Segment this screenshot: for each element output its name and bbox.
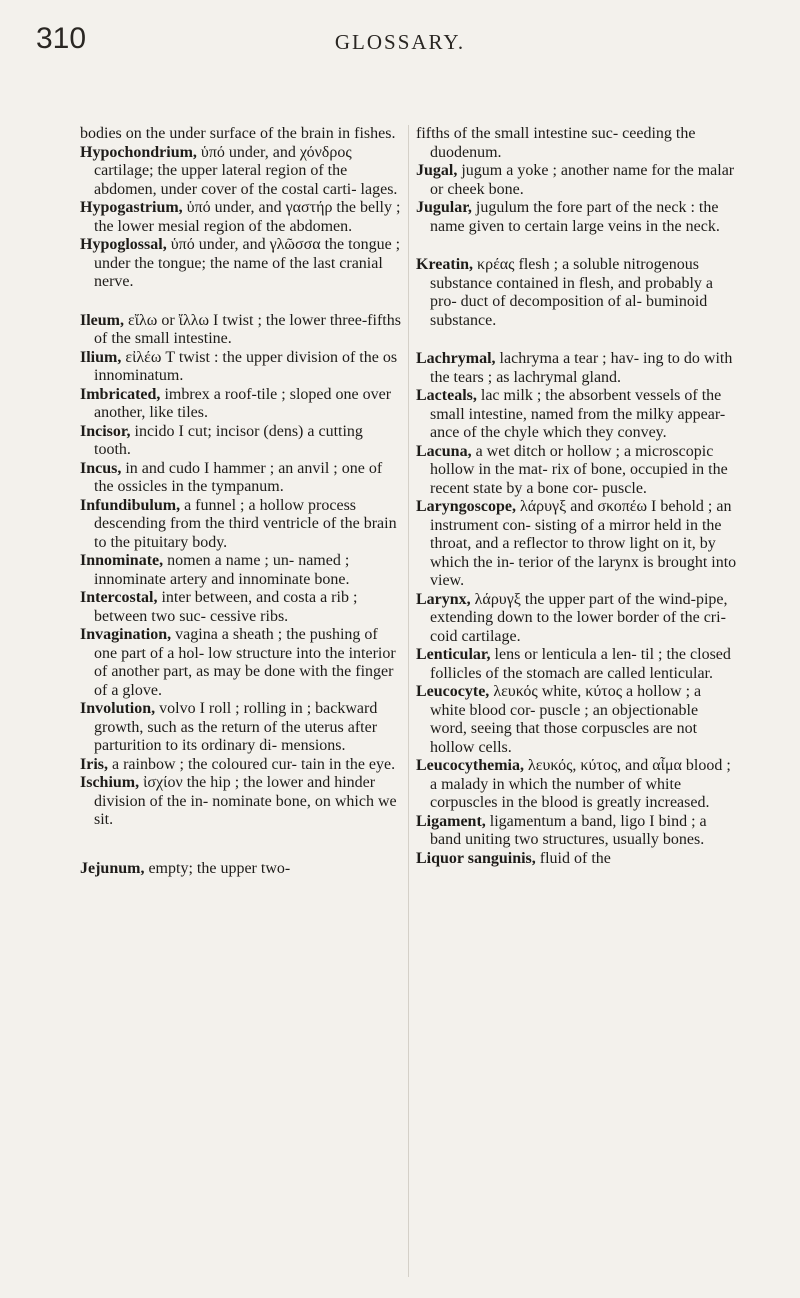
glossary-entry xyxy=(80,460,402,497)
column-divider xyxy=(408,125,409,1277)
entry-text: lachryma a tear ; hav- ing to do with the tears ; as lachrymal gland. xyxy=(430,350,733,386)
entry-text: ὑπό under, and γλῶσσα the tongue ; under the tongue; the name of the last cranial nerve. xyxy=(94,236,401,290)
entry-text: ἰσχίον the hip ; the lower and hinder division of the in- nominate bone, on which we sit. xyxy=(94,774,397,828)
entry-text: λάρυγξ and σκοπέω I behold ; an instrument con- sisting of a mirror held in the throat, and a reflector to throw light on it, by which the in- terior of the larynx is brought into view. xyxy=(430,498,737,589)
glossary-entry xyxy=(80,125,402,144)
entry-text: a wet ditch or hollow ; a microscopic hollow in the mat- rix of bone, occupied in the recent state by a bone cor- puscle. xyxy=(430,442,728,497)
glossary-entry xyxy=(416,199,738,236)
glossary-entry xyxy=(80,497,402,553)
entry-text: a funnel ; a hollow process descending from the third ventricle of the brain to the pituitary body. xyxy=(94,496,397,551)
entry-text: ὑπό under, and γαστήρ the belly ; the lower mesial region of the abdomen. xyxy=(94,199,401,235)
section-gap xyxy=(80,292,402,312)
entry-headword: Iris, xyxy=(80,755,108,773)
glossary-entry xyxy=(416,350,738,387)
entry-headword: Liquor sanguinis, xyxy=(416,849,536,867)
entry-headword: Imbricated, xyxy=(80,385,161,403)
entry-headword: Incus, xyxy=(80,459,122,477)
entry-headword: Laryngoscope, xyxy=(416,498,516,515)
section-gap xyxy=(416,236,738,256)
right-column xyxy=(416,125,738,868)
entry-headword: Lacuna, xyxy=(416,442,472,460)
section-gap xyxy=(416,330,738,350)
section-gap xyxy=(80,830,402,860)
entry-headword: Ligament, xyxy=(416,812,486,830)
glossary-entry xyxy=(80,236,402,292)
entry-headword: Intercostal, xyxy=(80,589,158,606)
glossary-entry xyxy=(80,423,402,460)
entry-text: jugulum the fore part of the neck : the name given to certain large veins in the neck. xyxy=(430,199,720,235)
entry-headword: Kreatin, xyxy=(416,256,474,273)
entry-headword: Invagination, xyxy=(80,626,172,643)
glossary-entry xyxy=(416,813,738,850)
entry-text: λευκός white, κύτος a hollow ; a white blood cor- puscle ; an objectionable word, seeing that those corpuscles are not hollow cells. xyxy=(430,683,702,756)
entry-headword: Jugal, xyxy=(416,162,458,179)
glossary-entry xyxy=(80,144,402,200)
glossary-entry xyxy=(416,757,738,813)
glossary-entry xyxy=(416,162,738,199)
entry-text: λευκός, κύτος, and αἷμα blood ; a malady in which the number of white corpuscles in the blood is greatly increased. xyxy=(430,757,731,811)
entry-text: εἰλέω T twist : the upper division of the os innominatum. xyxy=(94,348,398,384)
entry-headword: Lacteals, xyxy=(416,387,477,404)
entry-text: fluid of the xyxy=(535,849,611,867)
entry-text: empty; the upper two- xyxy=(144,859,291,877)
entry-headword: Lachrymal, xyxy=(416,350,496,367)
glossary-entry xyxy=(416,256,738,330)
glossary-entry xyxy=(416,125,738,162)
entry-headword: Lenticular, xyxy=(416,646,491,663)
glossary-entry xyxy=(80,860,402,879)
entry-headword: Hypochondrium, xyxy=(80,143,197,161)
entry-text: εἴλω or ἴλλω I twist ; the lower three-fifths of the small intestine. xyxy=(94,311,401,347)
glossary-entry xyxy=(416,850,738,869)
entry-headword: Leucocythemia, xyxy=(416,757,524,774)
entry-text: in and cudo I hammer ; an anvil ; one of the ossicles in the tympanum. xyxy=(94,459,383,495)
entry-headword: Leucocyte, xyxy=(416,683,490,700)
glossary-entry xyxy=(80,349,402,386)
left-column xyxy=(80,125,402,878)
entry-headword: Hypogastrium, xyxy=(80,199,183,216)
glossary-entry xyxy=(80,774,402,830)
running-title: GLOSSARY. xyxy=(334,30,466,54)
entry-text: inter between, and costa a rib ; between two suc- cessive ribs. xyxy=(94,589,358,625)
entry-headword: Ilium, xyxy=(80,348,122,366)
entry-headword: Ileum, xyxy=(80,311,124,329)
glossary-entry xyxy=(80,199,402,236)
glossary-entry xyxy=(80,626,402,700)
glossary-entry xyxy=(416,646,738,683)
page-number: 310 xyxy=(36,22,87,55)
entry-text: vagina a sheath ; the pushing of one part of a hol- low structure into the interior of another part, as may be done with the finger of a glove. xyxy=(94,626,396,699)
entry-text: lens or lenticula a len- til ; the closed follicles of the stomach are called lenticular. xyxy=(430,646,731,682)
glossary-entry xyxy=(80,589,402,626)
entry-text: fifths of the small intestine suc- ceeding the duodenum. xyxy=(416,125,696,161)
entry-text: lac milk ; the absorbent vessels of the small intestine, named from the milky appear- ance of the chyle which they convey. xyxy=(430,387,726,441)
glossary-entry xyxy=(416,443,738,499)
entry-text: a rainbow ; the coloured cur- tain in the eye. xyxy=(108,755,396,773)
entry-text: ligamentum a band, ligo I bind ; a band uniting two structures, usually bones. xyxy=(430,812,707,848)
entry-text: ὑπό under, and χόνδρος cartilage; the upper lateral region of the abdomen, under cover of the costal carti- lages. xyxy=(94,143,398,198)
glossary-entry xyxy=(416,498,738,591)
entry-headword: Ischium, xyxy=(80,774,140,791)
glossary-entry xyxy=(416,683,738,757)
entry-text: bodies on the under surface of the brain in fishes. xyxy=(80,125,396,142)
entry-text: jugum a yoke ; another name for the malar or cheek bone. xyxy=(430,162,735,198)
glossary-entry xyxy=(80,756,402,775)
entry-text: κρέας flesh ; a soluble nitrogenous substance contained in flesh, and probably a pro- duct of decomposition of al- buminoid substance. xyxy=(430,256,714,329)
entry-headword: Jugular, xyxy=(416,199,472,216)
entry-text: nomen a name ; un- named ; innominate artery and innominate bone. xyxy=(94,552,350,588)
entry-headword: Innominate, xyxy=(80,552,164,569)
entry-headword: Involution, xyxy=(80,700,156,717)
entry-text: incido I cut; incisor (dens) a cutting tooth. xyxy=(94,422,363,458)
entry-headword: Incisor, xyxy=(80,422,131,440)
glossary-entry xyxy=(80,552,402,589)
entry-headword: Hypoglossal, xyxy=(80,236,167,253)
entry-text: volvo I roll ; rolling in ; backward growth, such as the return of the uterus after parturition to its ordinary di- mensions. xyxy=(94,700,378,754)
entry-headword: Infundibulum, xyxy=(80,496,181,514)
glossary-entry xyxy=(416,387,738,443)
entry-text: imbrex a roof-tile ; sloped one over another, like tiles. xyxy=(94,385,392,421)
glossary-entry xyxy=(80,700,402,756)
glossary-entry xyxy=(80,386,402,423)
entry-headword: Larynx, xyxy=(416,590,471,608)
entry-text: λάρυγξ the upper part of the wind-pipe, extending down to the lower border of the cri- coid cartilage. xyxy=(430,590,728,645)
glossary-entry xyxy=(416,591,738,647)
entry-headword: Jejunum, xyxy=(80,859,145,877)
glossary-entry xyxy=(80,312,402,349)
